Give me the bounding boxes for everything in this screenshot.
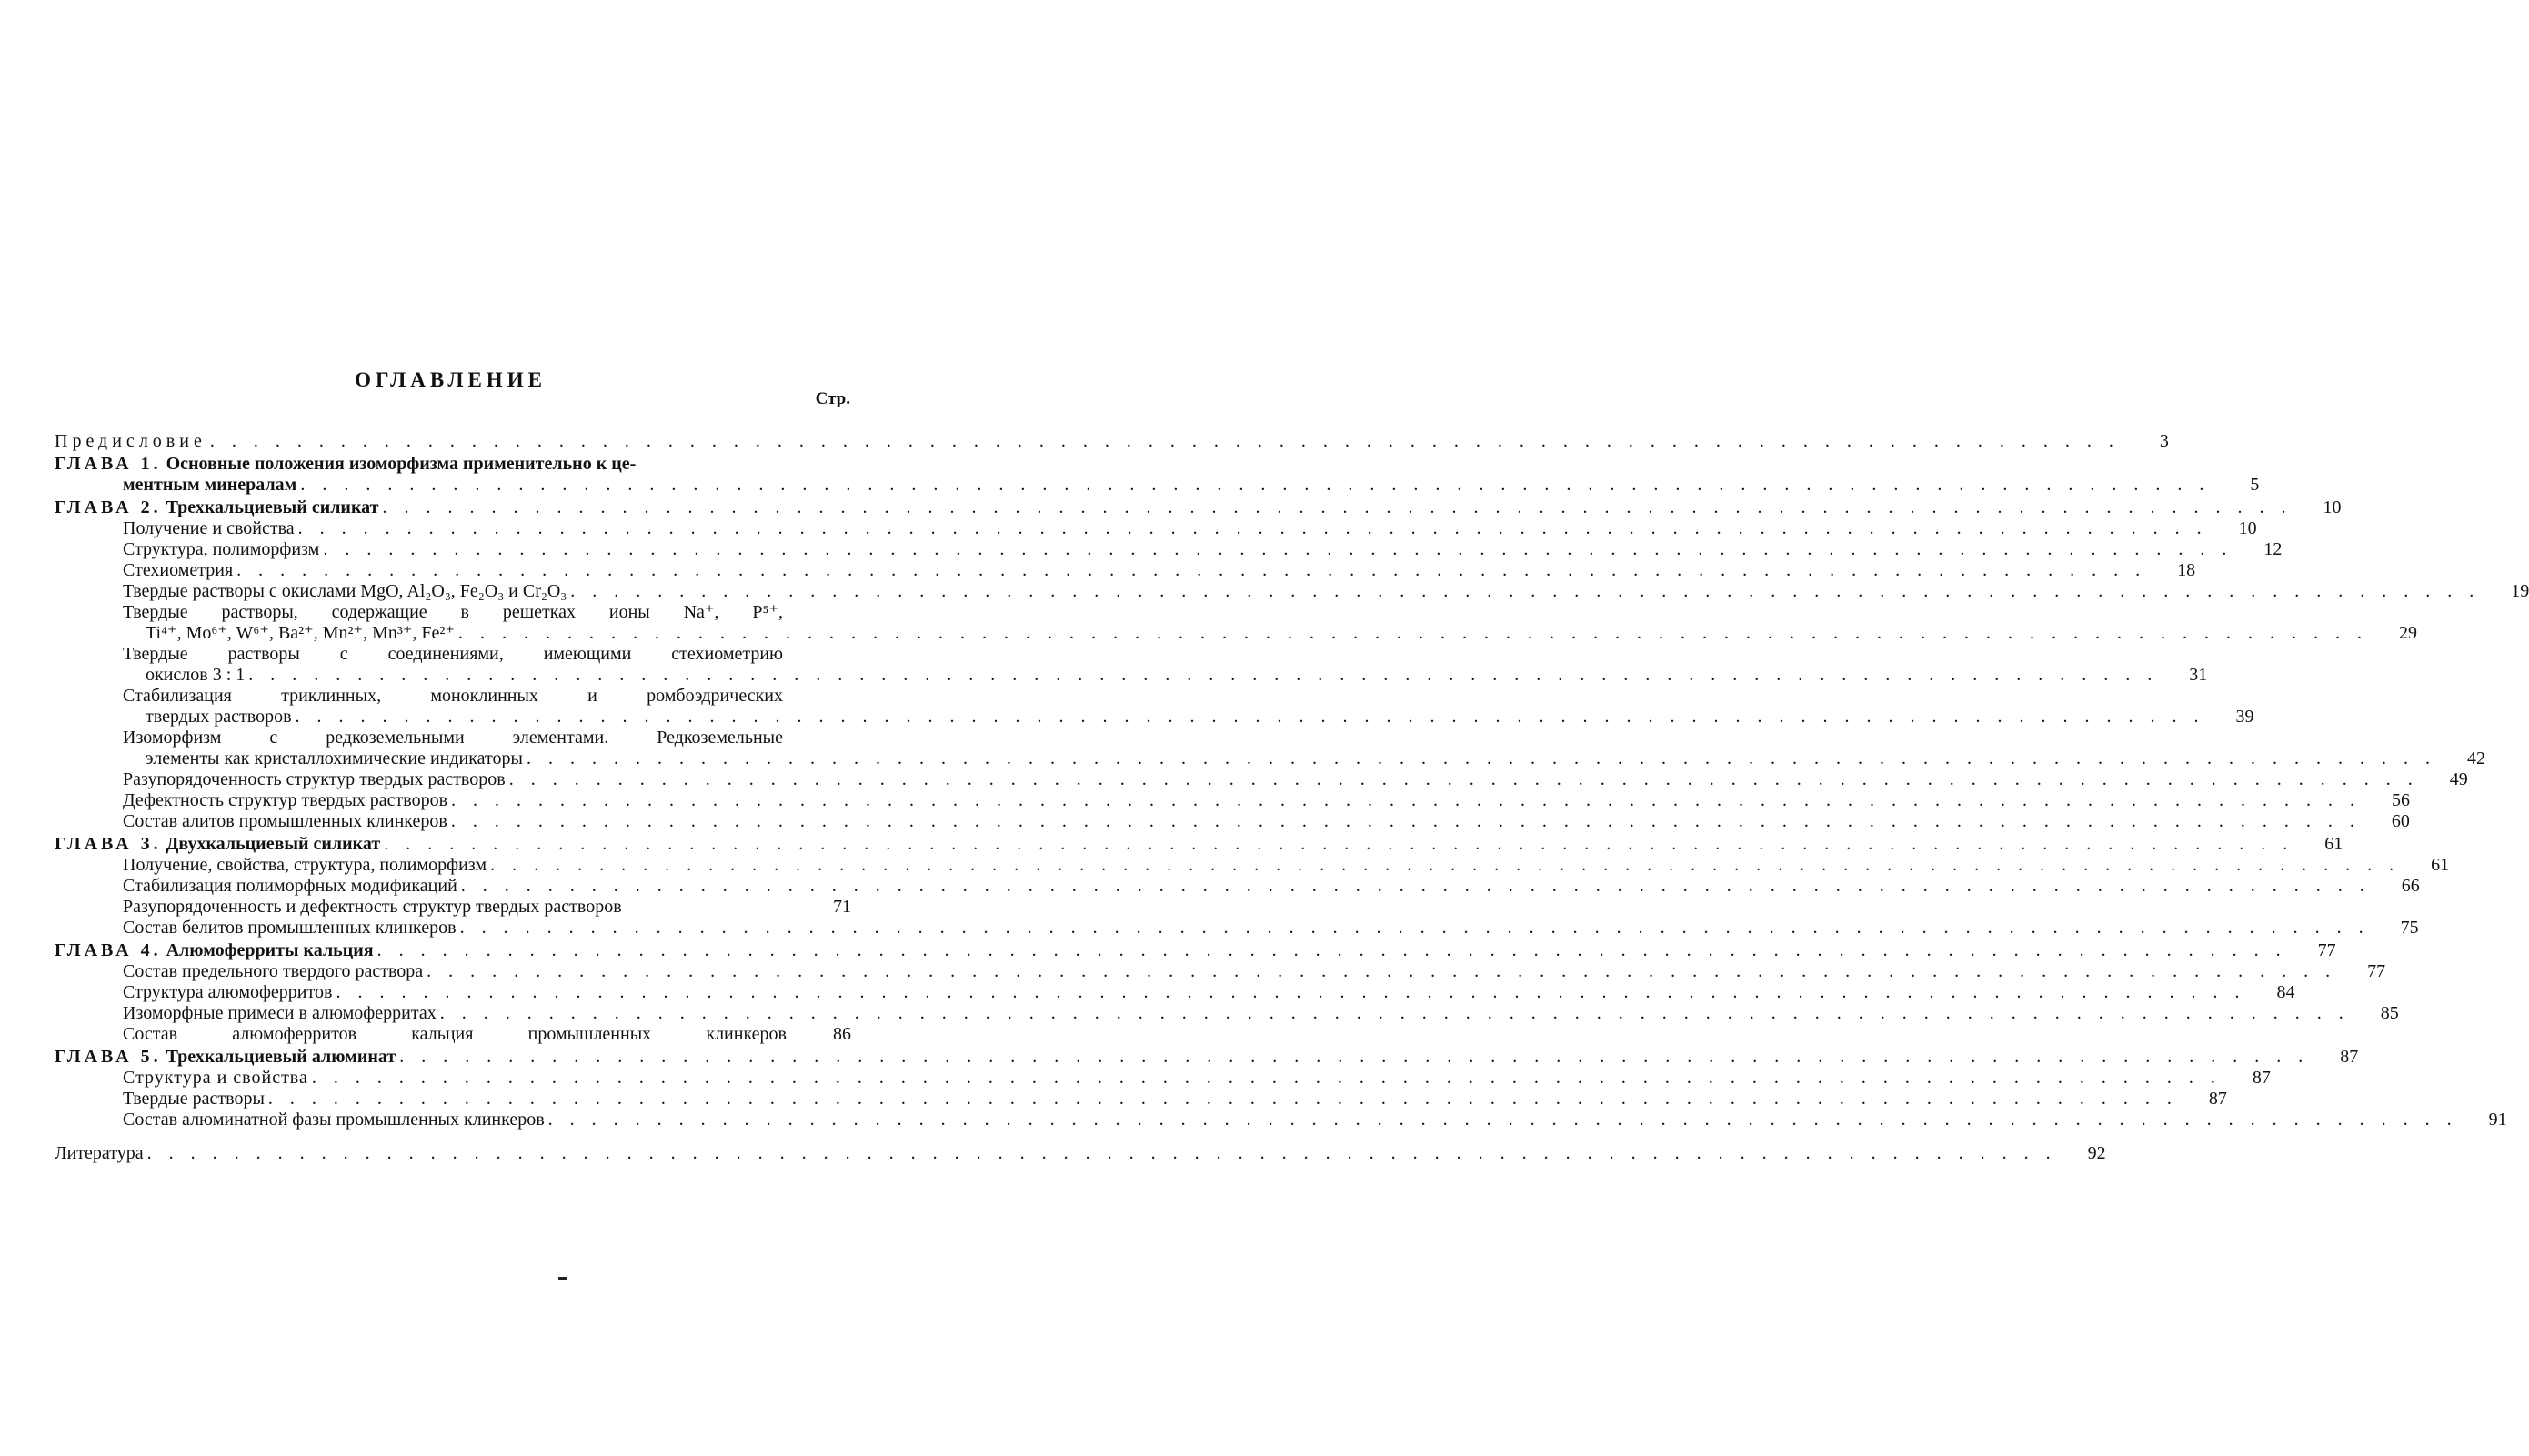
chapter-title: Трехкальциевый силикат bbox=[166, 497, 379, 517]
toc-page-number: 71 bbox=[833, 897, 851, 917]
toc-entry-label: Литература bbox=[55, 1143, 144, 1163]
toc-section-label: Разупорядоченность структур твердых растворов bbox=[123, 769, 506, 789]
toc-chapter-1-cont[interactable] bbox=[55, 475, 2260, 496]
toc-page-number: 29 bbox=[2398, 623, 2417, 643]
table-of-contents bbox=[55, 431, 2529, 1164]
toc-section-label: Дефектность структур твердых растворов bbox=[123, 790, 448, 810]
toc-page-number: 86 bbox=[833, 1024, 851, 1044]
toc-page-number: 61 bbox=[2324, 834, 2343, 854]
toc-chapter-1[interactable] bbox=[55, 454, 851, 475]
toc-section-label-cont: элементы как кристаллохимические индикаторы bbox=[146, 748, 523, 768]
toc-page-number: 60 bbox=[2391, 811, 2410, 831]
toc-chapter-4[interactable] bbox=[55, 940, 2336, 961]
toc-section-label: Стабилизация триклинных, моноклинных и ромбоэдрических bbox=[123, 686, 783, 706]
toc-section-label-cont: окислов 3 : 1 bbox=[146, 665, 246, 685]
toc-section-line1[interactable] bbox=[55, 686, 851, 707]
toc-page-number: 39 bbox=[2235, 707, 2254, 727]
toc-section[interactable] bbox=[55, 581, 2529, 602]
toc-page-number: 19 bbox=[2511, 581, 2529, 601]
scan-mark bbox=[558, 1277, 567, 1280]
toc-section[interactable] bbox=[55, 560, 2196, 581]
toc-section[interactable] bbox=[55, 518, 2257, 539]
toc-section-label: Твердые растворы с соединениями, имеющими стехиометрию bbox=[123, 644, 783, 664]
toc-page-number: 91 bbox=[2488, 1110, 2507, 1130]
toc-page-number: 92 bbox=[2087, 1143, 2106, 1163]
toc-section-label: Состав предельного твердого раствора bbox=[123, 961, 424, 981]
toc-page-number: 18 bbox=[2177, 560, 2196, 580]
toc-chapter-2[interactable] bbox=[55, 497, 2342, 518]
toc-section-line1[interactable] bbox=[55, 728, 851, 748]
toc-section[interactable] bbox=[55, 982, 2295, 1003]
toc-section-line1[interactable] bbox=[55, 644, 851, 665]
toc-section[interactable] bbox=[55, 769, 2468, 790]
toc-section[interactable] bbox=[55, 1068, 2271, 1089]
chapter-title: Двухкальциевый силикат bbox=[166, 834, 381, 854]
chapter-number: ГЛАВА 4. bbox=[55, 940, 162, 960]
toc-chapter-5[interactable] bbox=[55, 1047, 2359, 1068]
toc-page-number: 87 bbox=[2340, 1047, 2359, 1067]
toc-page-number: 77 bbox=[2367, 961, 2386, 981]
toc-section-label-cont: твердых растворов bbox=[146, 707, 292, 727]
toc-section-label: Структура и свойства bbox=[123, 1068, 308, 1088]
chapter-number: ГЛАВА 2. bbox=[55, 497, 162, 517]
toc-section-label: Состав алюмоферритов кальция промышленных клинкеров bbox=[123, 1024, 787, 1044]
chapter-title: Алюмоферриты кальция bbox=[166, 940, 374, 960]
toc-entry-preface[interactable] bbox=[55, 431, 2169, 452]
toc-section[interactable] bbox=[55, 897, 851, 918]
toc-page-number: 10 bbox=[2323, 497, 2342, 517]
toc-section[interactable] bbox=[55, 961, 2386, 982]
toc-page-number: 49 bbox=[2449, 769, 2468, 789]
toc-section[interactable] bbox=[55, 918, 2419, 939]
toc-section-line2[interactable] bbox=[55, 707, 2254, 728]
toc-page-number: 84 bbox=[2276, 982, 2295, 1002]
toc-section-label: Изоморфизм с редкоземельными элементами. Редкоземельные bbox=[123, 728, 783, 748]
toc-page-number: 5 bbox=[2250, 475, 2260, 495]
toc-page-number: 75 bbox=[2400, 918, 2419, 938]
toc-section-label: Состав алюминатной фазы промышленных клинкеров bbox=[123, 1110, 545, 1130]
toc-section-label-cont: Ti⁴⁺, Mo⁶⁺, W⁶⁺, Ba²⁺, Mn²⁺, Mn³⁺, Fe²⁺ bbox=[146, 623, 455, 643]
toc-section[interactable] bbox=[55, 1003, 2399, 1024]
toc-section[interactable] bbox=[55, 1024, 851, 1045]
toc-page-number: 77 bbox=[2317, 940, 2336, 960]
toc-section-line2[interactable] bbox=[55, 665, 2208, 686]
toc-page-number: 56 bbox=[2392, 790, 2411, 810]
chapter-number: ГЛАВА 3. bbox=[55, 834, 162, 854]
toc-section-label: Состав белитов промышленных клинкеров bbox=[123, 918, 457, 938]
toc-section-label: Структура алюмоферритов bbox=[123, 982, 333, 1002]
toc-page-number: 66 bbox=[2401, 876, 2420, 896]
toc-section[interactable] bbox=[55, 539, 2283, 560]
toc-section-label: Получение, свойства, структура, полиморфизм bbox=[123, 855, 487, 875]
page-column-label: Стр. bbox=[815, 389, 850, 408]
toc-page-number: 42 bbox=[2466, 748, 2485, 768]
toc-section-label: Изоморфные примеси в алюмоферритах bbox=[123, 1003, 437, 1023]
toc-page-number: 12 bbox=[2263, 539, 2283, 559]
toc-section[interactable] bbox=[55, 790, 2411, 811]
toc-section-line2[interactable] bbox=[55, 623, 2417, 644]
toc-section[interactable] bbox=[55, 876, 2420, 897]
toc-section-label: Состав алитов промышленных клинкеров bbox=[123, 811, 447, 831]
toc-section[interactable] bbox=[55, 811, 2410, 832]
toc-page-number: 87 bbox=[2252, 1068, 2271, 1088]
toc-section[interactable] bbox=[55, 1089, 2227, 1110]
toc-chapter-3[interactable] bbox=[55, 834, 2343, 855]
toc-entry-label: Предисловие bbox=[55, 431, 206, 451]
toc-entry-literature[interactable] bbox=[55, 1143, 2106, 1164]
chapter-title: Трехкальциевый алюминат bbox=[166, 1047, 396, 1067]
toc-section-label: Стабилизация полиморфных модификаций bbox=[123, 876, 457, 896]
toc-page-number: 87 bbox=[2208, 1089, 2227, 1109]
toc-section-label: Получение и свойства bbox=[123, 518, 295, 538]
toc-page-number: 85 bbox=[2380, 1003, 2399, 1023]
toc-section-label: Стехиометрия bbox=[123, 560, 234, 580]
chapter-number: ГЛАВА 1. bbox=[55, 454, 162, 474]
chapter-number: ГЛАВА 5. bbox=[55, 1047, 162, 1067]
toc-page-number: 10 bbox=[2238, 518, 2257, 538]
toc-section-label: Твердые растворы, содержащие в решетках ионы Na⁺, P⁵⁺, bbox=[123, 602, 783, 622]
toc-section-line1[interactable] bbox=[55, 602, 851, 623]
toc-page-number: 61 bbox=[2431, 855, 2450, 875]
chapter-title: Основные положения изоморфизма применительно к це- bbox=[166, 454, 637, 474]
toc-section[interactable] bbox=[55, 855, 2450, 876]
chapter-title-cont: ментным минералам bbox=[123, 475, 297, 495]
toc-page-number: 3 bbox=[2159, 431, 2169, 451]
toc-section-label: Твердые растворы с окислами MgO, Al₂O₃, Fe₂O₃ и Cr₂O₃ bbox=[123, 581, 567, 601]
toc-section[interactable] bbox=[55, 1110, 2507, 1130]
toc-section-label: Структура, полиморфизм bbox=[123, 539, 320, 559]
toc-section-label: Разупорядоченность и дефектность структур твердых растворов bbox=[123, 897, 622, 917]
toc-section-line2[interactable] bbox=[55, 748, 2485, 769]
page-title: ОГЛАВЛЕНИЕ bbox=[355, 368, 547, 391]
toc-section-label: Твердые растворы bbox=[123, 1089, 265, 1109]
toc-page-number: 31 bbox=[2189, 665, 2208, 685]
